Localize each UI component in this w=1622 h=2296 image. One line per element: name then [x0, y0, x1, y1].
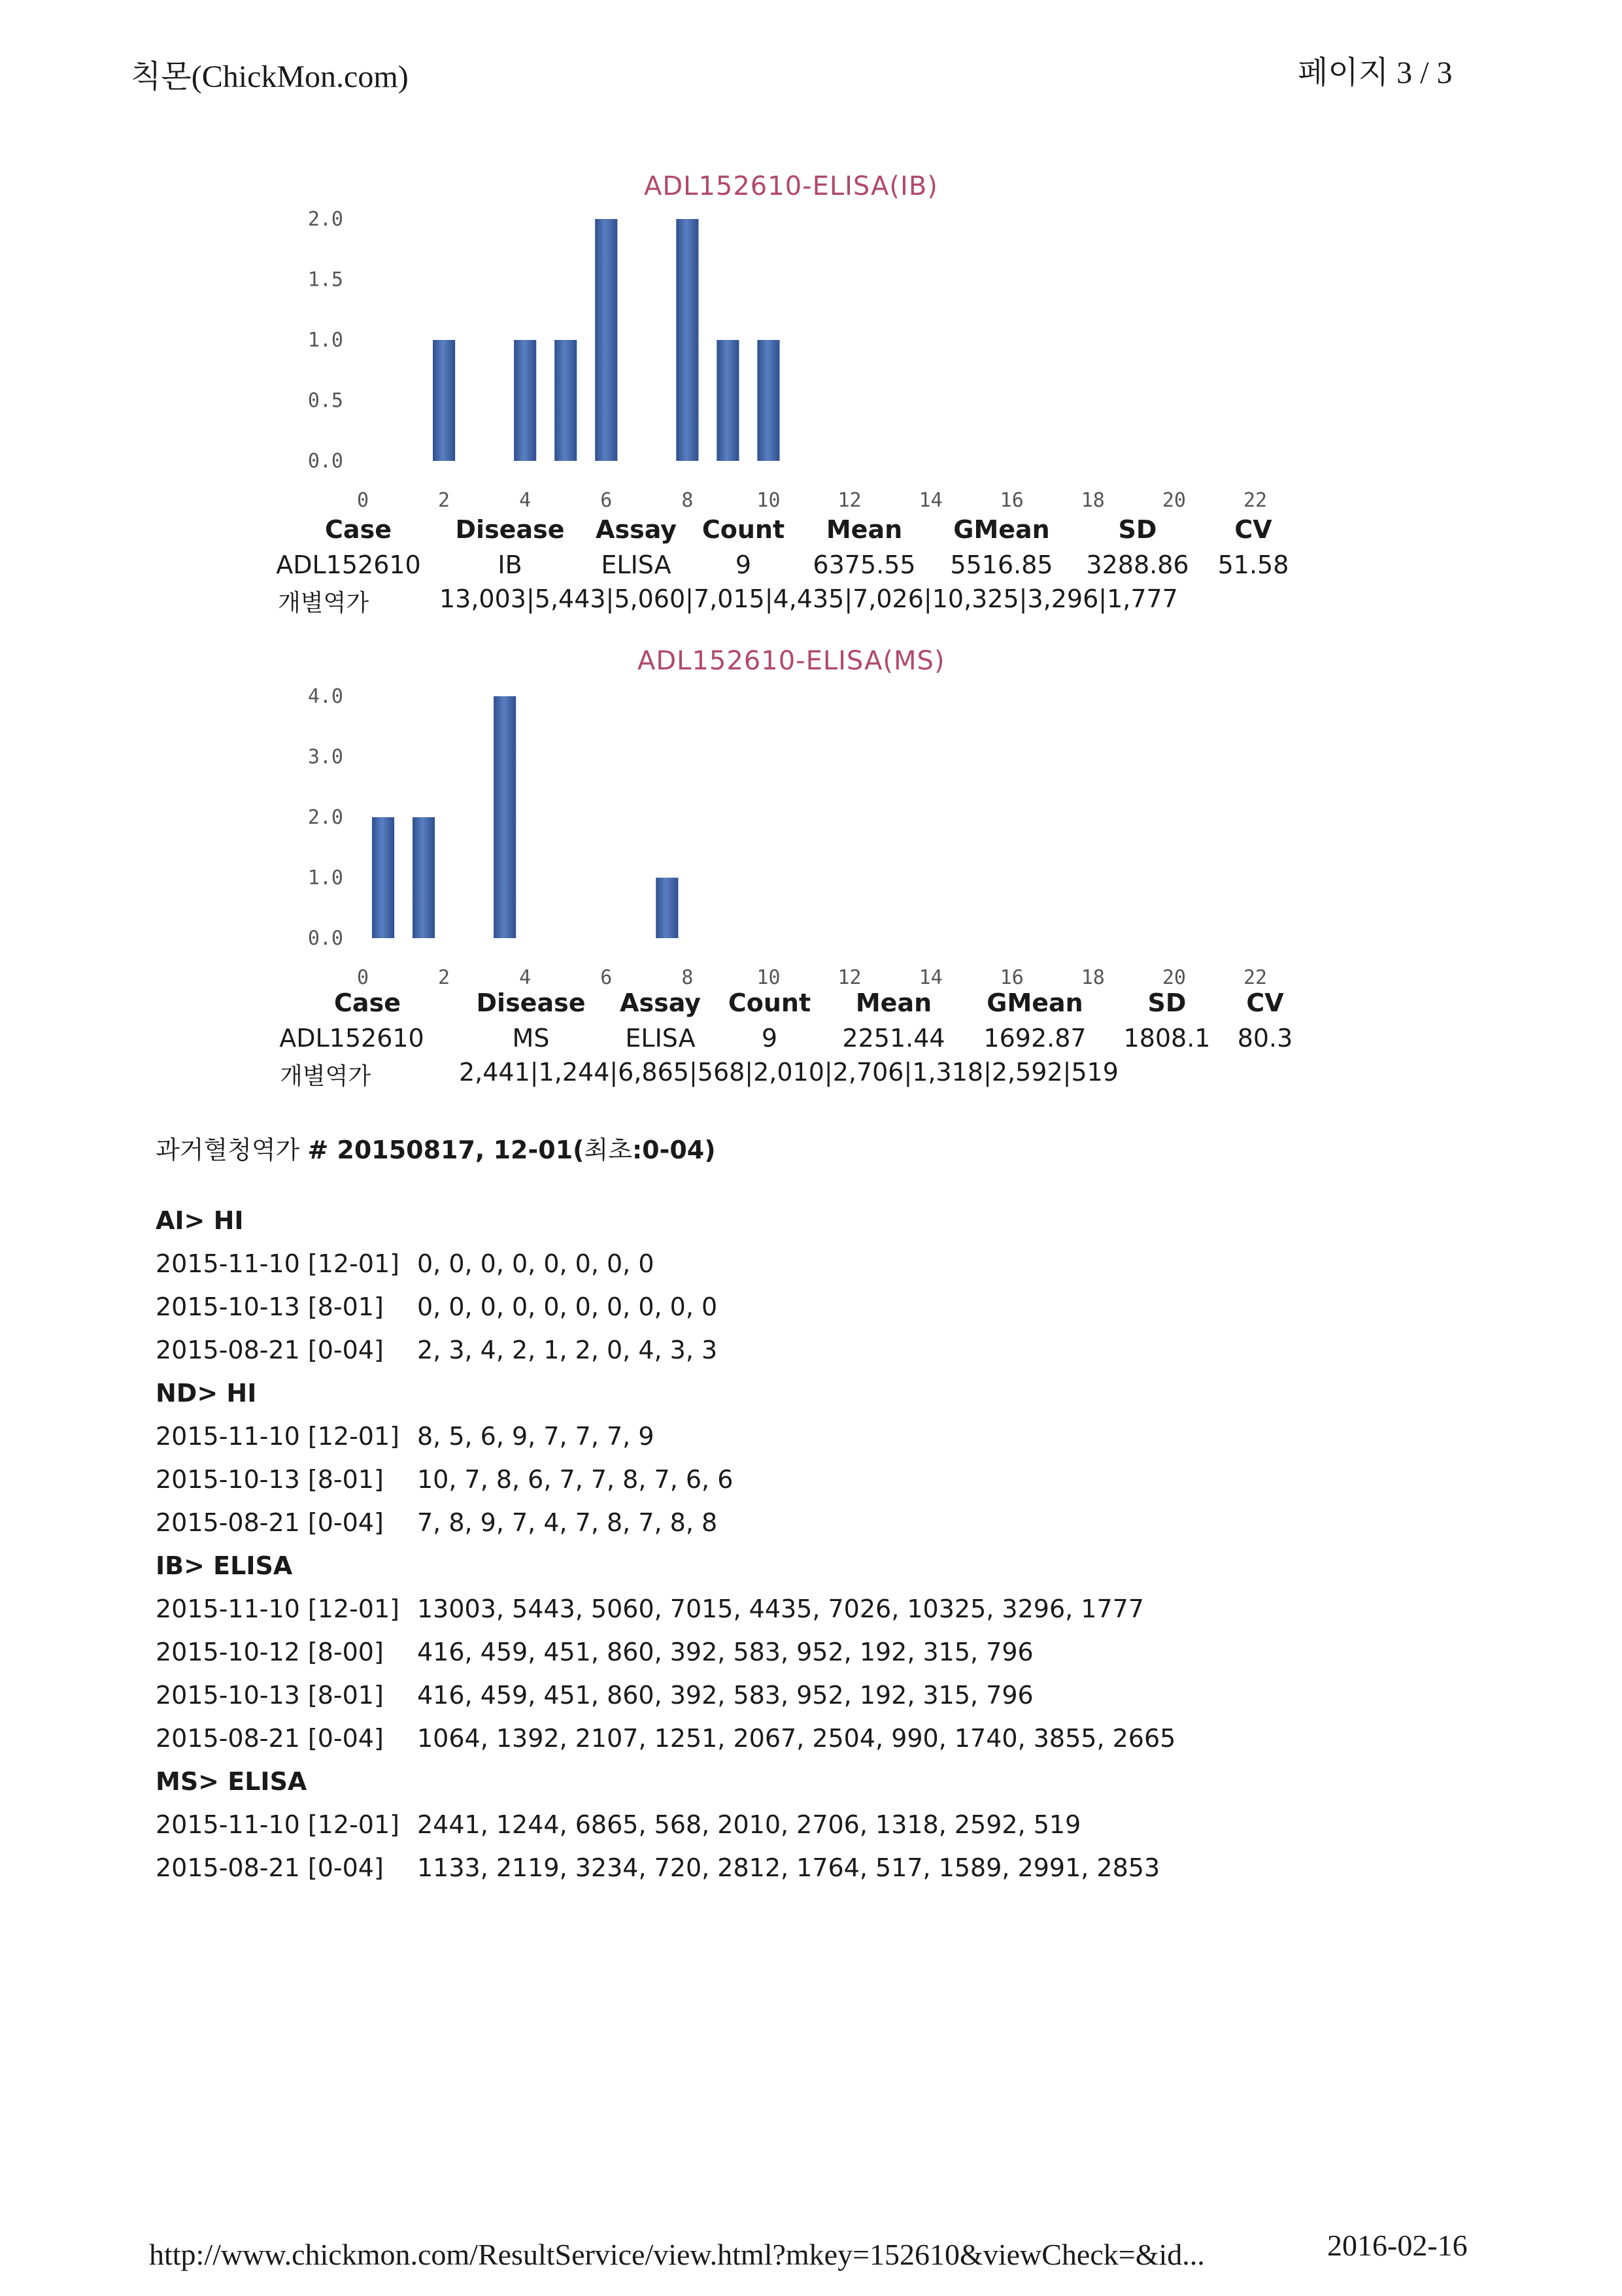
history-row-date: 2015-08-21 [0-04] [156, 1336, 384, 1364]
x-tick-label: 14 [919, 489, 943, 512]
stats-value-gmean: 5516.85 [950, 550, 1053, 579]
history-row-date: 2015-10-13 [8-01] [156, 1292, 384, 1321]
history-row-values: 0, 0, 0, 0, 0, 0, 0, 0, 0, 0 [417, 1292, 718, 1321]
stats-value-case: ADL152610 [279, 1024, 424, 1053]
y-tick-label: 3.0 [307, 745, 343, 769]
x-tick-label: 18 [1081, 489, 1105, 512]
x-tick-label: 4 [519, 489, 532, 512]
history-row-date: 2015-10-12 [8-00] [156, 1638, 384, 1666]
x-tick-label: 14 [919, 966, 943, 989]
history-title-main: # 20150817, 12-01( [307, 1136, 584, 1164]
history-row [156, 1465, 733, 1494]
x-tick-label: 18 [1081, 966, 1105, 989]
bar [494, 696, 516, 938]
history-row-values: 1133, 2119, 3234, 720, 2812, 1764, 517, 1589, 2991, 2853 [417, 1853, 1160, 1882]
y-tick-label: 1.0 [307, 329, 343, 352]
history-row [156, 1810, 1081, 1839]
x-tick-label: 0 [356, 966, 369, 989]
x-tick-label: 6 [600, 489, 613, 512]
y-tick-label: 1.0 [307, 866, 343, 890]
history-row-values: 2, 3, 4, 2, 1, 2, 0, 4, 3, 3 [417, 1336, 718, 1364]
chart-title-ib: ADL152610-ELISA(IB) [644, 171, 938, 201]
history-title-prefix: 과거혈청역가 [156, 1136, 300, 1164]
bar [717, 340, 739, 461]
history-section-heading: MS> ELISA [156, 1767, 307, 1796]
y-tick-label: 0.0 [307, 927, 343, 950]
history-row-values: 2441, 1244, 6865, 568, 2010, 2706, 1318, 2592, 519 [417, 1810, 1081, 1839]
bar [433, 340, 455, 461]
history-row-values: 1064, 1392, 2107, 1251, 2067, 2504, 990, 1740, 3855, 2665 [417, 1724, 1176, 1753]
x-tick-label: 2 [438, 489, 450, 512]
stats-value-sd: 1808.1 [1123, 1024, 1211, 1053]
history-row-date: 2015-08-21 [0-04] [156, 1853, 384, 1882]
x-tick-label: 6 [600, 966, 613, 989]
stats-value-mean: 6375.55 [813, 550, 916, 579]
history-row-values: 8, 5, 6, 9, 7, 7, 7, 9 [417, 1422, 654, 1451]
stats-header-gmean: GMean [987, 988, 1083, 1017]
stats-value-disease: IB [498, 550, 522, 579]
stats-value-case: ADL152610 [276, 550, 421, 579]
individual-values: 13,003|5,443|5,060|7,015|4,435|7,026|10,325|3,296|1,777 [439, 584, 1178, 613]
stats-header-gmean: GMean [953, 515, 1050, 544]
history-row-date: 2015-11-10 [12-01] [156, 1810, 399, 1839]
site-title: 칙몬(ChickMon.com) [131, 59, 409, 94]
chart-title-ms: ADL152610-ELISA(MS) [637, 646, 945, 676]
stats-header-disease: Disease [476, 988, 586, 1017]
chart-ib [288, 196, 1321, 516]
y-tick-label: 2.0 [307, 806, 343, 829]
stats-value-disease: MS [512, 1024, 550, 1053]
history-row [156, 1292, 717, 1321]
individual-label: 개별역가 [278, 590, 369, 616]
stats-value-gmean: 1692.87 [983, 1024, 1087, 1053]
bar [757, 340, 779, 461]
bar [372, 817, 394, 938]
stats-header-case: Case [325, 515, 392, 544]
footer-date: 2016-02-16 [1327, 2229, 1468, 2262]
history-row [156, 1336, 717, 1364]
stats-value-mean: 2251.44 [842, 1024, 945, 1053]
stats-header-cv: CV [1234, 515, 1272, 544]
history-section-heading: ND> HI [156, 1379, 257, 1408]
history-row-date: 2015-11-10 [12-01] [156, 1249, 399, 1278]
history-row-values: 7, 8, 9, 7, 4, 7, 8, 7, 8, 8 [417, 1508, 718, 1537]
x-tick-label: 16 [1000, 489, 1024, 512]
x-tick-label: 12 [837, 966, 862, 989]
history-row-values: 416, 459, 451, 860, 392, 583, 952, 192, 315, 796 [417, 1638, 1034, 1666]
footer-url: http://www.chickmon.com/ResultService/view.html?mkey=152610&viewCheck=&id... [149, 2238, 1205, 2271]
y-tick-label: 2.0 [307, 208, 343, 231]
history-row-date: 2015-08-21 [0-04] [156, 1724, 384, 1753]
history-row-date: 2015-08-21 [0-04] [156, 1508, 384, 1537]
stats-header-mean: Mean [826, 515, 903, 544]
history-title [156, 1130, 716, 1166]
y-tick-label: 1.5 [307, 268, 343, 292]
stats-header-case: Case [334, 988, 401, 1017]
stats-value-count: 9 [761, 1024, 778, 1053]
history-row-values: 0, 0, 0, 0, 0, 0, 0, 0 [417, 1249, 654, 1278]
y-tick-label: 4.0 [307, 685, 343, 708]
history-row [156, 1595, 1144, 1623]
stats-value-count: 9 [735, 550, 752, 579]
history-row-values: 13003, 5443, 5060, 7015, 4435, 7026, 10325, 3296, 1777 [417, 1595, 1144, 1623]
history-row [156, 1681, 1034, 1710]
x-tick-label: 20 [1162, 966, 1186, 989]
history-row [156, 1638, 1034, 1666]
history-row [156, 1422, 654, 1451]
x-tick-label: 20 [1162, 489, 1186, 512]
individual-values: 2,441|1,244|6,865|568|2,010|2,706|1,318|2,592|519 [459, 1058, 1119, 1087]
x-tick-label: 22 [1243, 966, 1268, 989]
x-tick-label: 8 [681, 489, 694, 512]
stats-value-sd: 3288.86 [1086, 550, 1189, 579]
x-tick-label: 10 [756, 489, 781, 512]
stats-value-cv: 80.3 [1237, 1024, 1293, 1053]
y-tick-label: 0.0 [307, 450, 343, 473]
stats-header-disease: Disease [455, 515, 565, 544]
history-row [156, 1724, 1175, 1753]
history-row [156, 1249, 654, 1278]
x-tick-label: 2 [438, 966, 450, 989]
stats-header-assay: Assay [620, 988, 701, 1017]
individual-label: 개별역가 [280, 1063, 371, 1090]
chart-ms [288, 673, 1321, 994]
stats-header-cv: CV [1246, 988, 1284, 1017]
history-section-heading: IB> ELISA [156, 1551, 293, 1580]
stats-block-ib [0, 515, 1622, 620]
history-row-values: 10, 7, 8, 6, 7, 7, 8, 7, 6, 6 [417, 1465, 734, 1494]
stats-header-sd: SD [1147, 988, 1187, 1017]
stats-value-cv: 51.58 [1217, 550, 1289, 579]
stats-value-assay: ELISA [625, 1024, 696, 1053]
history-title-suffix: :0-04) [632, 1136, 716, 1164]
x-tick-label: 22 [1243, 489, 1268, 512]
bar [514, 340, 536, 461]
x-tick-label: 10 [756, 966, 781, 989]
bar [676, 219, 698, 461]
x-tick-label: 12 [837, 489, 862, 512]
x-tick-label: 4 [519, 966, 532, 989]
stats-block-ms [0, 988, 1622, 1093]
stats-value-assay: ELISA [601, 550, 671, 579]
bar [595, 219, 617, 461]
history-title-korean: 최초 [584, 1136, 632, 1164]
history-section-heading: AI> HI [156, 1206, 244, 1235]
page-indicator: 페이지 3 / 3 [1298, 56, 1453, 90]
stats-header-mean: Mean [855, 988, 932, 1017]
history-row-date: 2015-11-10 [12-01] [156, 1595, 399, 1623]
stats-header-assay: Assay [596, 515, 677, 544]
history-row [156, 1853, 1160, 1882]
bar [413, 817, 435, 938]
x-tick-label: 8 [681, 966, 694, 989]
x-tick-label: 0 [356, 489, 369, 512]
stats-header-sd: SD [1118, 515, 1157, 544]
stats-header-count: Count [701, 515, 785, 544]
bar [656, 878, 678, 939]
x-tick-label: 16 [1000, 966, 1024, 989]
history-row-values: 416, 459, 451, 860, 392, 583, 952, 192, 315, 796 [417, 1681, 1034, 1710]
bar [554, 340, 577, 461]
stats-header-count: Count [728, 988, 811, 1017]
y-tick-label: 0.5 [307, 389, 343, 413]
history-row-date: 2015-10-13 [8-01] [156, 1465, 384, 1494]
history-row-date: 2015-11-10 [12-01] [156, 1422, 399, 1451]
history-row [156, 1508, 717, 1537]
history-row-date: 2015-10-13 [8-01] [156, 1681, 384, 1710]
